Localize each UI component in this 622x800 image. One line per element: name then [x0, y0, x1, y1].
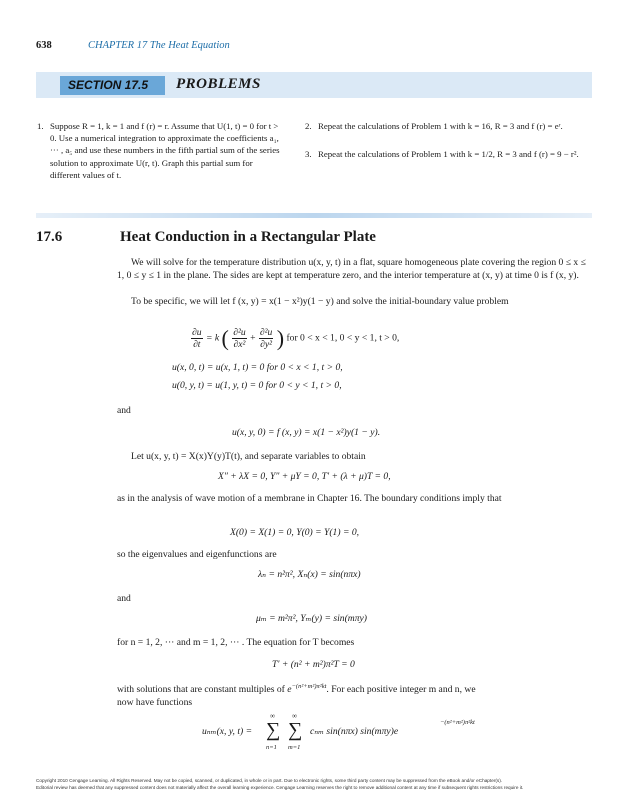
exponential-base: e: [287, 684, 292, 696]
problem-1: [37, 120, 282, 181]
copyright-footer: [36, 778, 596, 791]
section-number: 17.6: [36, 229, 63, 245]
equation-boundary-x: u(0, y, t) = u(1, y, t) = 0 for 0 < y < 1, t > 0,: [172, 380, 342, 391]
sum-upper-limit-n: ∞: [270, 712, 275, 720]
problem-number: 1.: [37, 121, 44, 131]
fraction-d2u-dy2: [259, 327, 273, 350]
sum-lower-limit-m: m=1: [288, 744, 301, 751]
problem-text: Suppose R = 1, k = 1 and f (r) = r. Assume that U(1, t) = 0 for t > 0. Use a numerical integration to approximate the coefficients a₁, ··· , a₅ and use these numbers in the fifth partial sum of the series solution to approximate U(r, t). Graph this partial sum for different values of t.: [50, 121, 280, 180]
paragraph-2: To be specific, we will let f (x, y) = x(1 − x²)y(1 − y) and solve the initial-boundary value problem: [131, 296, 509, 307]
paragraph-6: for n = 1, 2, ··· and m = 1, 2, ··· . The equation for T becomes: [117, 637, 355, 648]
equation-initial: u(x, y, 0) = f (x, y) = x(1 − x²)y(1 − y).: [232, 427, 381, 438]
problem-3: [305, 148, 592, 160]
equation-boundary-y: u(x, 0, t) = u(x, 1, t) = 0 for 0 < x < 1, t > 0,: [172, 362, 343, 373]
numerator: ∂²u: [233, 327, 246, 338]
sum-lhs: uₙₘ(x, y, t) =: [202, 726, 253, 737]
left-paren: (: [221, 325, 229, 351]
section-divider: [36, 213, 592, 218]
sigma-n: ∑: [266, 719, 281, 741]
copyright-line-2: Editorial review has deemed that any suppressed content does not materially affect the overall learning experience. Cengage Learning reserves the right to remove additional content at any time if subsequent rights restrictions require it.: [36, 784, 524, 790]
denominator: ∂t: [193, 339, 201, 350]
equation-eigen-y: μₘ = m²π², Yₘ(y) = sin(mπy): [256, 613, 367, 624]
connector-and-2: and: [117, 593, 131, 604]
copyright-line-1: Copyright 2010 Cengage Learning. All Rights Reserved. May not be copied, scanned, or duplicated, in whole or in part. Due to electronic rights, some third party content may be suppressed from the eBook and/or eChapter(s).: [36, 778, 503, 783]
paragraph-7-middle: . For each positive integer m and n, we: [326, 684, 476, 696]
paragraph-7: [117, 680, 592, 709]
problem-number: 2.: [305, 121, 312, 131]
paragraph-5: so the eigenvalues and eigenfunctions are: [117, 549, 277, 560]
exponential-power: −(n²+m²)π²kt: [291, 683, 327, 690]
right-paren: ): [276, 325, 285, 351]
equation-separated: X″ + λX = 0, Y″ + μY = 0, T′ + (λ + μ)T = 0,: [218, 471, 391, 482]
pde-condition: for 0 < x < 1, 0 < y < 1, t > 0,: [286, 332, 400, 344]
denominator: ∂y²: [260, 339, 273, 350]
section-heading: PROBLEMS: [176, 76, 261, 92]
coefficient-k: = k: [205, 332, 220, 344]
problem-text: Repeat the calculations of Problem 1 with k = 16, R = 3 and f (r) = eʳ.: [318, 121, 563, 131]
paragraph-3: Let u(x, y, t) = X(x)Y(y)T(t), and separate variables to obtain: [131, 451, 366, 462]
sum-lower-limit-n: n=1: [266, 744, 277, 751]
equation-boundary-conditions: X(0) = X(1) = 0, Y(0) = Y(1) = 0,: [230, 527, 360, 538]
paragraph-4: as in the analysis of wave motion of a membrane in Chapter 16. The boundary conditions imply that: [117, 493, 502, 504]
problem-number: 3.: [305, 149, 312, 159]
problem-2: [305, 120, 592, 132]
equation-eigen-x: λₙ = n²π², Xₙ(x) = sin(nπx): [258, 569, 361, 580]
page-number: 638: [36, 40, 52, 51]
sum-upper-limit-m: ∞: [292, 712, 297, 720]
sigma-m: ∑: [288, 719, 303, 741]
chapter-title: CHAPTER 17 The Heat Equation: [88, 40, 230, 51]
denominator: ∂x²: [233, 339, 246, 350]
connector-and-1: and: [117, 405, 131, 416]
sum-exponent: −(n²+m²)π²kt: [440, 719, 475, 726]
equation-t: T′ + (n² + m²)π²T = 0: [272, 659, 355, 670]
paragraph-7-start: with solutions that are constant multiples of: [117, 684, 285, 696]
sum-rhs: cₙₘ sin(nπx) sin(mπy)e: [310, 726, 399, 737]
fraction-d2u-dx2: [232, 327, 246, 350]
plus-sign: +: [250, 332, 256, 344]
section-title: Heat Conduction in a Rectangular Plate: [120, 229, 376, 245]
fraction-du-dt: [191, 327, 203, 350]
section-code: SECTION 17.5: [68, 78, 149, 92]
paragraph-1: We will solve for the temperature distribution u(x, y, t) in a flat, square homogeneous plate covering the region 0 ≤ x ≤ 1, 0 ≤ y ≤ 1 in the plane. The sides are kept at temperature zero, and the interior temperature at (x, y) at time 0 is f (x, y).: [117, 257, 586, 281]
problem-text: Repeat the calculations of Problem 1 with k = 1/2, R = 3 and f (r) = 9 − r².: [318, 149, 579, 159]
paragraph-7-end: now have functions: [117, 697, 193, 709]
equation-pde: [190, 327, 399, 350]
numerator: ∂²u: [259, 327, 273, 338]
numerator: ∂u: [192, 327, 202, 338]
